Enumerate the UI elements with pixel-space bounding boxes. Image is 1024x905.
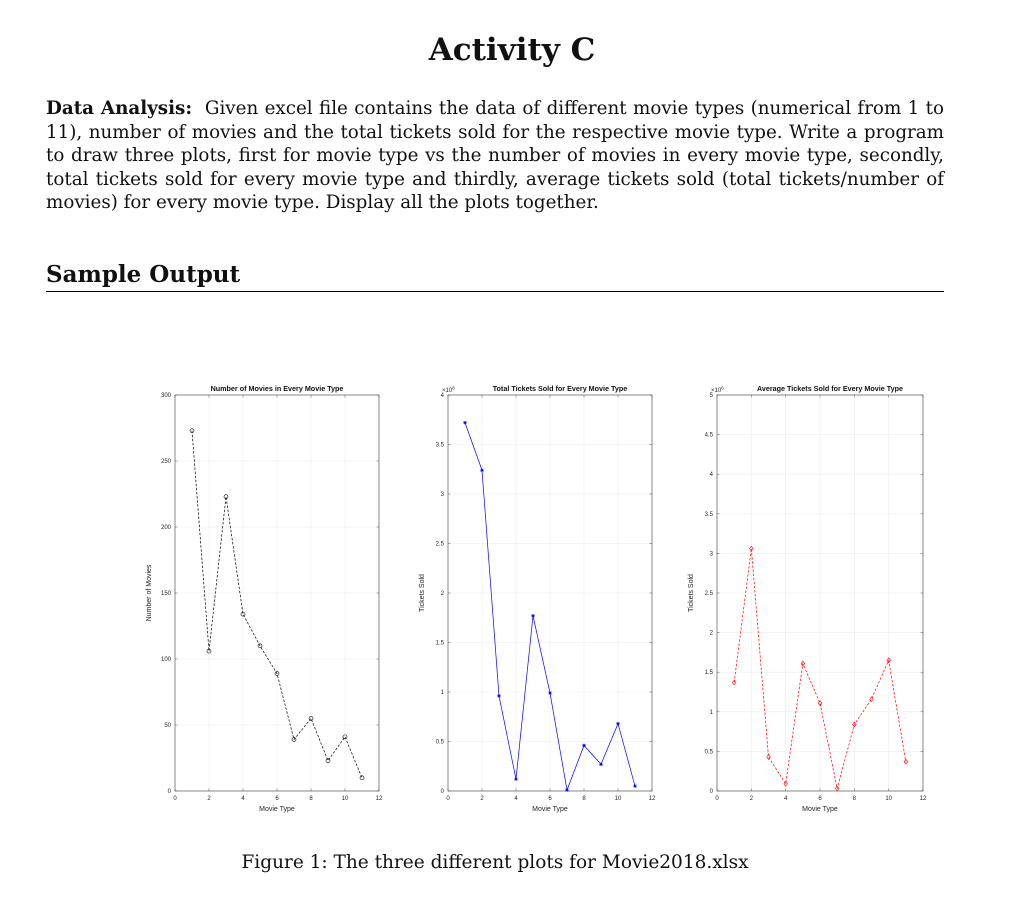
data-point — [497, 694, 501, 698]
section-divider — [46, 291, 944, 292]
y-tick-label: 1 — [440, 690, 444, 696]
x-tick-label: 2 — [749, 796, 754, 802]
problem-paragraph — [46, 97, 944, 215]
x-tick-label: 8 — [582, 796, 586, 802]
y-tick-label: 200 — [160, 525, 171, 531]
y-tick-label: 4 — [440, 393, 444, 399]
y-tick-label: 0 — [709, 789, 713, 795]
y-axis-label: Tickets Sold — [419, 574, 426, 612]
x-axis-label: Movie Type — [532, 806, 568, 813]
y-axis-label: Number of Movies — [146, 564, 153, 622]
y-tick-label: 3 — [440, 492, 444, 498]
data-point — [633, 784, 637, 788]
y-axis-label: Tickets Sold — [688, 574, 695, 612]
figure-svg — [130, 378, 950, 818]
x-tick-label: 0 — [715, 796, 719, 802]
y-tick-label: 150 — [160, 591, 171, 597]
y-tick-label: 0.5 — [704, 749, 713, 756]
x-tick-label: 8 — [309, 796, 313, 802]
x-tick-label: 10 — [885, 796, 893, 802]
y-tick-label: 2 — [440, 591, 444, 597]
figure-caption: Figure 1: The three different plots for Movie2018.xlsx — [241, 852, 749, 873]
page-title: Activity C — [428, 32, 596, 68]
y-tick-label: 2 — [709, 630, 713, 637]
data-point — [531, 614, 535, 618]
x-tick-label: 2 — [207, 796, 211, 802]
y-exponent-label: $\times 10^6$ — [711, 385, 724, 394]
data-point — [480, 468, 484, 472]
x-tick-label: 4 — [514, 796, 518, 802]
y-tick-label: 0.5 — [435, 739, 444, 746]
y-tick-label: 300 — [160, 393, 171, 399]
chart-title: Average Tickets Sold for Every Movie Type — [756, 384, 904, 393]
y-tick-label: 4 — [709, 472, 713, 479]
chart-title: Total Tickets Sold for Every Movie Type — [492, 384, 628, 393]
x-axis-label: Movie Type — [259, 806, 295, 813]
y-tick-label: 3.5 — [704, 511, 713, 518]
data-point — [616, 722, 620, 726]
chart-3 — [688, 384, 927, 813]
x-tick-label: 12 — [375, 796, 383, 802]
data-point — [582, 744, 586, 748]
y-exponent-label: $\times 10^8$ — [442, 385, 455, 394]
y-tick-label: 2.5 — [435, 541, 444, 548]
y-tick-label: 3 — [709, 551, 713, 558]
figure — [130, 378, 950, 818]
x-tick-label: 4 — [241, 796, 245, 802]
y-tick-label: 1.5 — [704, 670, 713, 677]
data-point — [565, 788, 569, 792]
x-tick-label: 4 — [783, 796, 788, 802]
y-tick-label: 1 — [709, 709, 713, 716]
y-tick-label: 4.5 — [704, 432, 713, 439]
data-point — [514, 777, 518, 781]
x-axis-label: Movie Type — [802, 806, 838, 813]
paragraph-body: Given excel file contains the data of different movie types (numerical from 1 to 11), number of movies and the total tickets sold for the respective movie type. Write a program to draw three plots, first for movie type vs the number of movies in every movie type, secondly, total tickets sold for every movie type and thirdly, average tickets sold (total tickets/number of movies) for every movie type. Display all the plots together. — [46, 98, 945, 213]
x-tick-label: 2 — [480, 796, 484, 802]
x-tick-label: 12 — [648, 796, 656, 802]
x-tick-label: 8 — [852, 796, 857, 802]
data-point — [599, 762, 603, 766]
y-tick-label: 0 — [440, 789, 444, 795]
y-tick-label: 1.5 — [435, 640, 444, 647]
y-tick-label: 250 — [160, 459, 171, 465]
x-tick-label: 10 — [341, 796, 349, 802]
chart-2 — [419, 384, 656, 813]
chart-1 — [146, 384, 383, 813]
y-tick-label: 3.5 — [435, 442, 444, 449]
x-tick-label: 6 — [275, 796, 279, 802]
x-tick-label: 0 — [173, 796, 177, 802]
y-tick-label: 50 — [164, 723, 171, 729]
paragraph-lead: Data Analysis: — [46, 98, 193, 119]
y-tick-label: 2.5 — [704, 591, 713, 597]
chart-title: Number of Movies in Every Movie Type — [210, 384, 344, 393]
x-tick-label: 6 — [818, 796, 822, 802]
y-tick-label: 5 — [709, 393, 713, 399]
x-tick-label: 10 — [614, 796, 622, 802]
section-heading: Sample Output — [46, 261, 241, 288]
y-tick-label: 0 — [167, 789, 171, 795]
x-tick-label: 0 — [446, 796, 450, 802]
y-tick-label: 100 — [160, 657, 171, 663]
data-point — [463, 421, 467, 425]
x-tick-label: 6 — [548, 796, 552, 802]
x-tick-label: 12 — [919, 796, 927, 802]
data-point — [548, 691, 552, 695]
